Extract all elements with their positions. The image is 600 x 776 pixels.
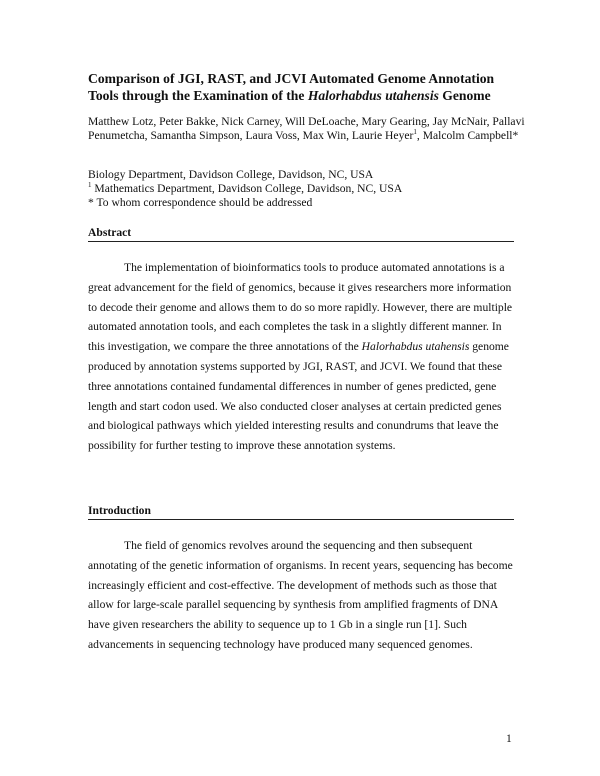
affiliations (88, 168, 528, 211)
author-list (88, 115, 528, 143)
heyer-affiliation-mark: 1 (413, 128, 417, 137)
title-line-2-end: Genome (438, 88, 491, 103)
abstract-species: Halorhabdus utahensis (361, 340, 470, 354)
abstract-heading: Abstract (88, 226, 514, 242)
correspondence-note: * To whom correspondence should be addressed (88, 196, 313, 210)
author-names: Matthew Lotz, Peter Bakke, Nick Carney, Will DeLoache, Mary Gearing, Jay McNair, Pallavi Penumetcha, Samantha Simpson, Laura Voss, Max Win, Laurie Heyer (88, 115, 525, 143)
biology-affiliation: Biology Department, Davidson College, Davidson, NC, USA (88, 168, 374, 181)
abstract-text-part-1: The implementation of bioinformatics tools to produce automated annotations is a great advancement for the field of genomics, because it gives researchers more information to decode their genome and allows them to do so more rapidly. However, there are multiple automated annotation tools, and each completes the task in a slightly different manner. In this investigation, we compare the three annotations of the (88, 261, 513, 354)
title-species: Halorhabdus utahensis (307, 88, 439, 103)
introduction-paragraph: The field of genomics revolves around the sequencing and then subsequent annotating of the genetic information of organisms. In recent years, sequencing has become increasingly efficient and cost-effective. The development of methods such as those that allow for large-scale parallel sequencing by synthesis from amplified fragments of DNA have given researchers the ability to sequence up to 1 Gb in a single run [1]. Such advancements in sequencing technology have produced many sequenced genomes. (88, 539, 513, 651)
math-affiliation-text: Mathematics Department, Davidson College, Davidson, NC, USA (91, 182, 403, 196)
abstract-text-part-2: genome produced by annotation systems supported by JGI, RAST, and JCVI. We found that these three annotations contained fundamental differences in number of genes predicted, gene length and start codon used. We also conducted closer analyses at certain predicted genes and biological pathways which yielded interesting results and conundrums that leave the possibility for further testing to improve these annotation systems. (88, 340, 509, 453)
title-line-1: Comparison of JGI, RAST, and JCVI Automated Genome Annotation (88, 71, 495, 86)
paper-title (88, 70, 528, 104)
introduction-heading: Introduction (88, 504, 514, 520)
math-affiliation (88, 182, 528, 196)
abstract-paragraph (88, 258, 514, 456)
final-author: , Malcolm Campbell* (416, 129, 519, 143)
title-line-2-start: Tools through the Examination of the (88, 88, 308, 103)
math-affiliation-mark: 1 (88, 181, 92, 190)
page-number: 1 (506, 732, 512, 745)
